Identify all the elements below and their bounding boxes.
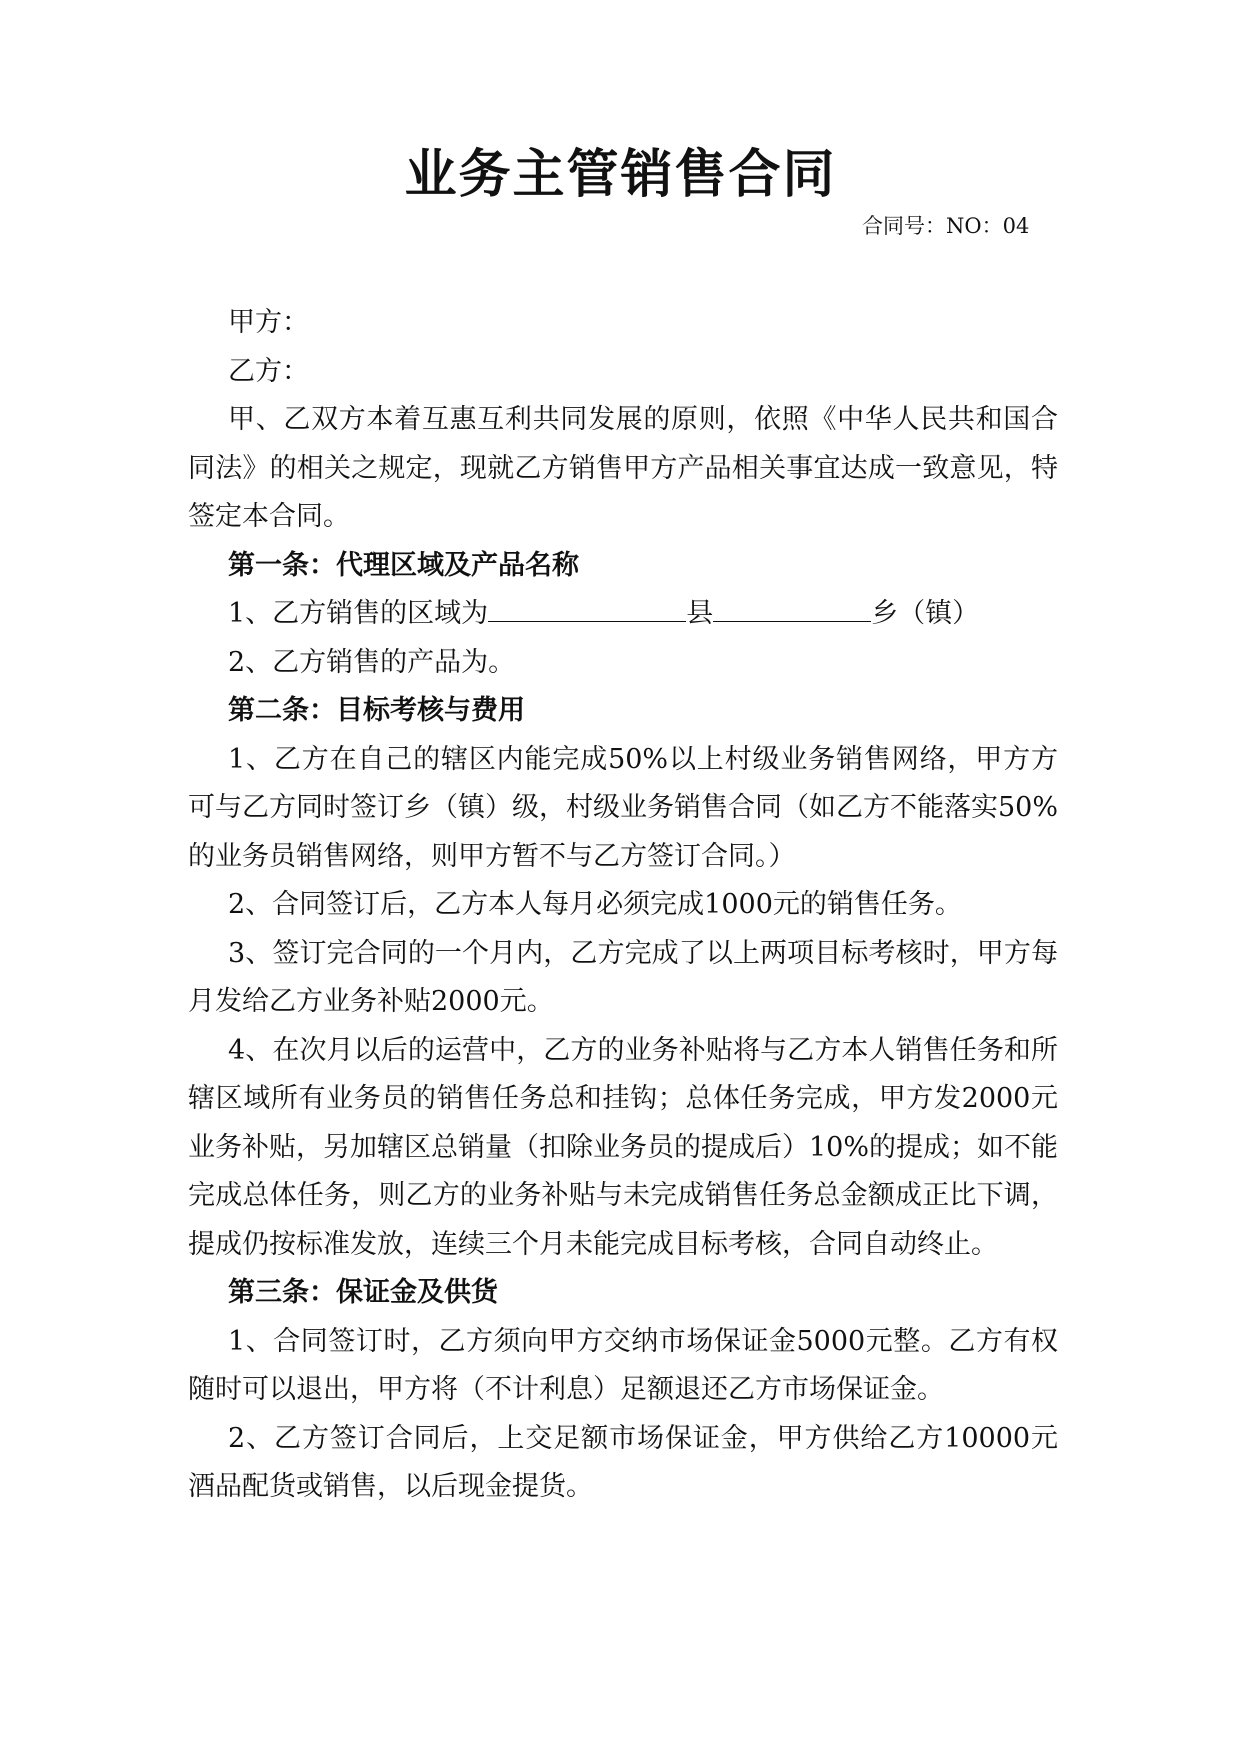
article-1-heading: 第一条：代理区域及产品名称 <box>228 549 579 581</box>
contract-number: 合同号：NO：04 <box>862 214 1030 238</box>
article-2-item-4: 4、在次月以后的运营中，乙方的业务补贴将与乙方本人销售任务和所辖区域所有业务员的销售任务总和挂钩；总体任务完成，甲方发2000元业务补贴，另加辖区总销量（扣除业务员的提成后）10%的提成；如不能完成总体任务，则乙方的业务补贴与未完成销售任务总金额成正比下调，提成仍按标准发放，连续三个月未能完成目标考核，合同自动终止。 <box>188 1034 1059 1260</box>
article-3-heading: 第三条：保证金及供货 <box>228 1277 498 1308</box>
preamble-paragraph: 甲、乙双方本着互惠互利共同发展的原则，依照《中华人民共和国合同法》的相关之规定，现就乙方销售甲方产品相关事宜达成一致意见，特签定本合同。 <box>188 404 1058 532</box>
region-label: 1、乙方销售的区域为 <box>228 598 489 629</box>
party-a-line: 甲方： <box>228 307 309 338</box>
town-blank-field <box>713 593 871 622</box>
county-blank-field <box>488 593 686 622</box>
article-2-heading: 第二条：目标考核与费用 <box>228 695 525 726</box>
article-3-item-1: 1、合同签订时，乙方须向甲方交纳市场保证金5000元整。乙方有权随时可以退出，甲方将（不计利息）足额退还乙方市场保证金。 <box>188 1325 1058 1405</box>
town-label: 乡（镇） <box>871 598 980 629</box>
party-b-line: 乙方： <box>228 355 309 387</box>
article-1-item-1 <box>188 590 1058 639</box>
page-title: 业务主管销售合同 <box>404 144 837 205</box>
contract-body <box>188 299 1058 1512</box>
article-3-item-2: 2、乙方签订合同后，上交足额市场保证金，甲方供给乙方10000元酒品配货或销售，以后现金提货。 <box>188 1422 1058 1502</box>
article-1-item-2: 2、乙方销售的产品为。 <box>228 646 516 678</box>
county-label: 县 <box>686 598 714 629</box>
article-2-item-1: 1、乙方在自己的辖区内能完成50%以上村级业务销售网络，甲方方可与乙方同时签订乡（镇）级，村级业务销售合同（如乙方不能落实50%的业务员销售网络，则甲方暂不与乙方签订合同。） <box>188 743 1059 872</box>
article-2-item-3: 3、签订完合同的一个月内，乙方完成了以上两项目标考核时，甲方每月发给乙方业务补贴2000元。 <box>188 937 1058 1017</box>
article-2-item-2: 2、合同签订后，乙方本人每月必须完成1000元的销售任务。 <box>228 889 962 920</box>
